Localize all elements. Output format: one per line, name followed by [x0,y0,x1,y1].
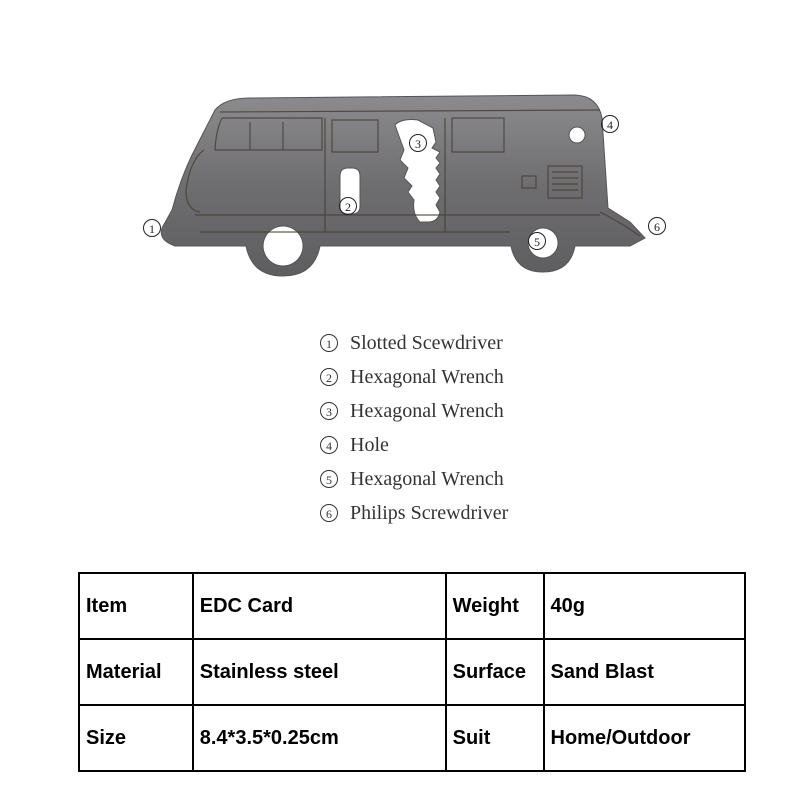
legend-label: Hexagonal Wrench [350,365,504,388]
spec-key: Size [79,705,193,771]
spec-key: Suit [446,705,544,771]
legend-item [320,394,640,428]
callout-1: 1 [143,219,161,237]
legend-number: 6 [320,504,338,522]
legend-label: Hexagonal Wrench [350,467,504,490]
spec-key: Item [79,573,193,639]
product-image [0,0,800,300]
spec-key: Material [79,639,193,705]
legend-label: Hexagonal Wrench [350,399,504,422]
table-row [79,639,745,705]
callout-6: 6 [648,217,666,235]
legend-item [320,360,640,394]
legend-label: Slotted Scewdriver [350,331,503,354]
feature-legend [320,326,640,530]
legend-number: 3 [320,402,338,420]
spec-value: Sand Blast [544,639,746,705]
spec-value: Stainless steel [193,639,446,705]
spec-value: 8.4*3.5*0.25cm [193,705,446,771]
table-row [79,573,745,639]
table-row [79,705,745,771]
spec-key: Weight [446,573,544,639]
spec-value: 40g [544,573,746,639]
callout-3: 3 [409,134,427,152]
callout-5: 5 [528,232,546,250]
spec-value: EDC Card [193,573,446,639]
spec-value: Home/Outdoor [544,705,746,771]
legend-item [320,462,640,496]
legend-item [320,326,640,360]
legend-number: 5 [320,470,338,488]
spec-table [78,572,746,772]
legend-number: 2 [320,368,338,386]
legend-number: 1 [320,334,338,352]
legend-item [320,428,640,462]
van-body [161,95,645,276]
legend-number: 4 [320,436,338,454]
edc-card-van-illustration [0,0,800,300]
legend-label: Philips Screwdriver [350,501,509,524]
legend-label: Hole [350,433,389,456]
legend-item [320,496,640,530]
spec-key: Surface [446,639,544,705]
callout-2: 2 [339,197,357,215]
callout-4: 4 [601,115,619,133]
